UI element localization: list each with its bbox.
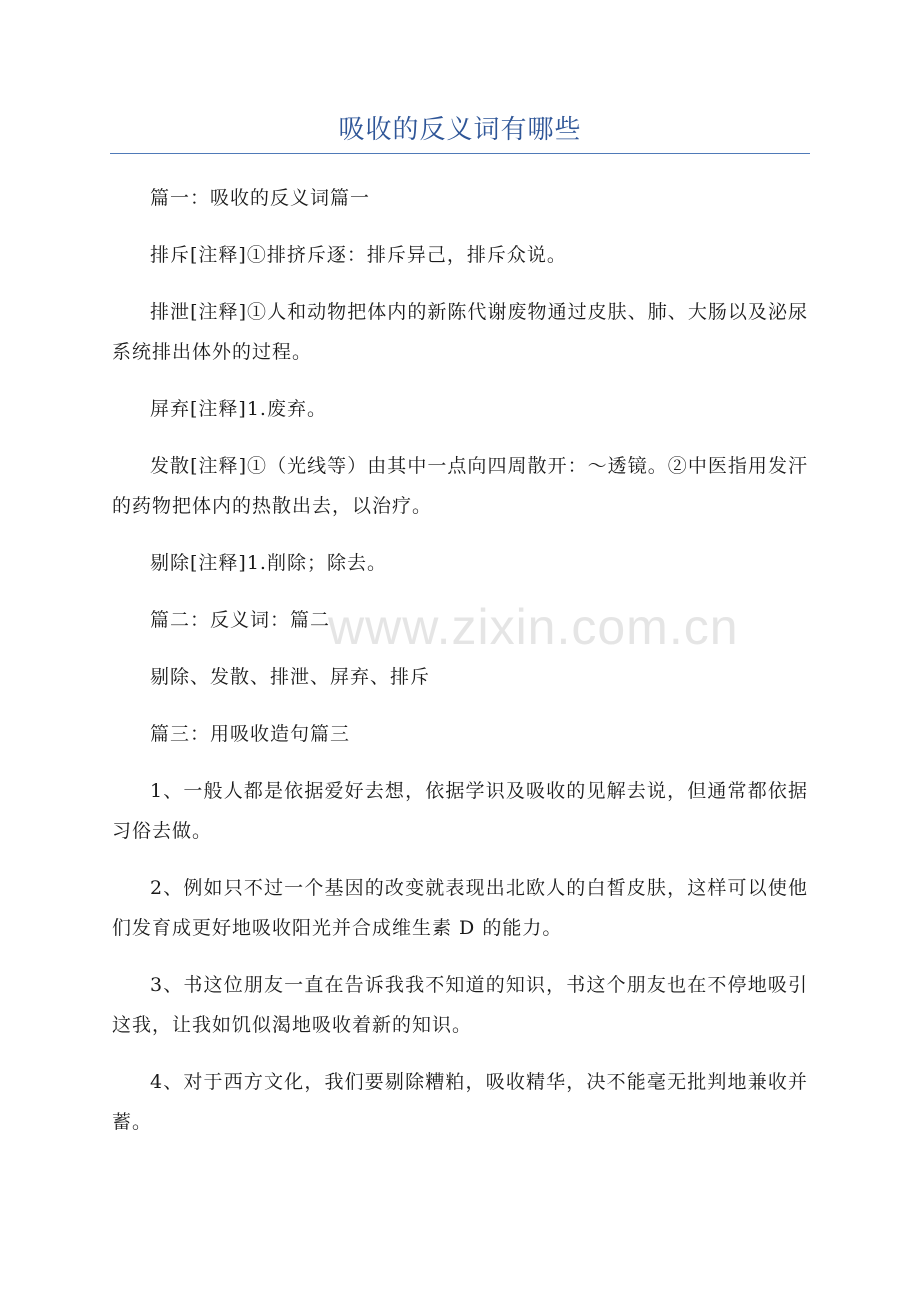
document-title: 吸收的反义词有哪些	[338, 115, 582, 145]
paragraph: 排泄[注释]①人和动物把体内的新陈代谢废物通过皮肤、肺、大肠以及泌尿系统排出体外的过程。	[112, 301, 808, 363]
paragraph: 屏弃[注释]1.废弃。	[150, 398, 327, 420]
title-underline	[110, 153, 810, 154]
paragraph: 3、书这位朋友一直在告诉我我不知道的知识，书这个朋友也在不停地吸引这我，让我如饥似渴地吸收着新的知识。	[112, 974, 808, 1036]
section-heading-2: 篇二：反义词：篇二	[150, 609, 331, 631]
paragraph: 4、对于西方文化，我们要剔除糟粕，吸收精华，决不能毫无批判地兼收并蓄。	[112, 1071, 808, 1133]
section-heading-3: 篇三：用吸收造句篇三	[150, 723, 351, 745]
paragraph: 发散[注释]①（光线等）由其中一点向四周散开：～透镜。②中医指用发汗的药物把体内的热散出去，以治疗。	[112, 455, 808, 517]
paragraph: 剔除、发散、排泄、屏弃、排斥	[150, 666, 431, 688]
paragraph: 剔除[注释]1.削除；除去。	[150, 552, 387, 574]
paragraph: 排斥[注释]①排挤斥逐：排斥异己，排斥众说。	[150, 244, 567, 266]
paragraph: 1、一般人都是依据爱好去想，依据学识及吸收的见解去说，但通常都依据习俗去做。	[112, 780, 808, 842]
section-heading-1: 篇一：吸收的反义词篇一	[150, 187, 371, 209]
watermark: www.zixin.com.cn	[328, 599, 739, 655]
paragraph: 2、例如只不过一个基因的改变就表现出北欧人的白皙皮肤，这样可以使他们发育成更好地吸收阳光并合成维生素 D 的能力。	[112, 877, 808, 939]
document-body	[112, 178, 808, 1159]
